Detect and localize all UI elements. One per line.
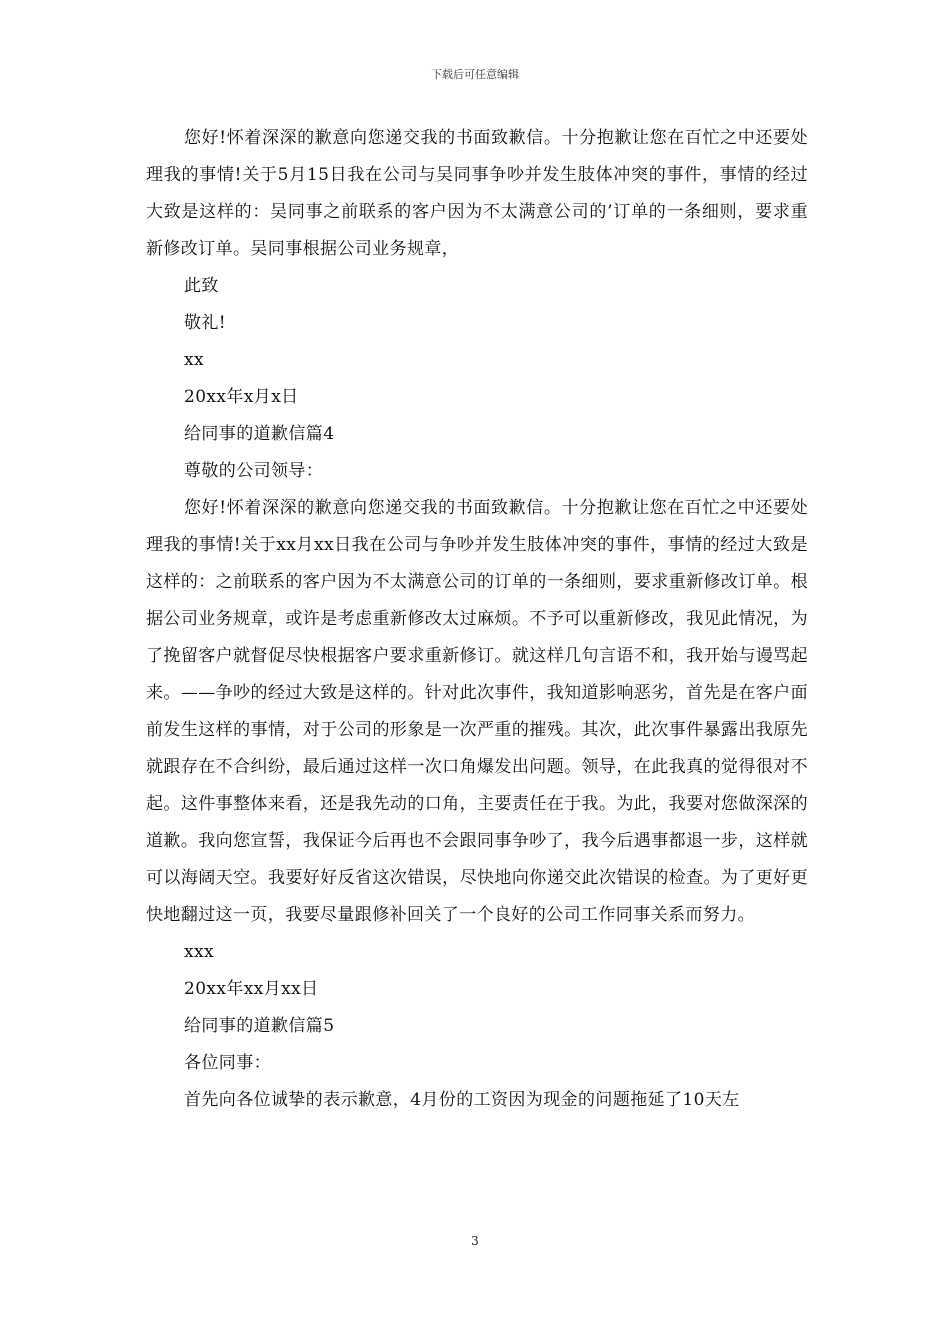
closing-line-1: 此致 [184,276,219,296]
paragraph-apology-5: 首先向各位诚挚的表示歉意，4月份的工资因为现金的问题拖延了10天左 [184,1090,740,1110]
page-header: 下载后可任意编辑 [431,68,519,81]
section-title-5: 给同事的道歉信篇5 [184,1016,335,1036]
page-number: 3 [471,1234,479,1248]
salutation-5: 各位同事： [184,1053,271,1073]
date-1: 20xx年x月x日 [184,387,299,407]
closing-line-2: 敬礼! [184,313,227,333]
document-body [146,120,808,1119]
paragraph-apology-4: 您好!怀着深深的歉意向您递交我的书面致歉信。十分抱歉让您在百忙之中还要处理我的事情!关于xx月xx日我在公司与争吵并发生肢体冲突的事件，事情的经过大致是这样的：之前联系的客户因为不太满意公司的订单的一条细则，要求重新修改订单。根据公司业务规章，或许是考虑重新修改太过麻烦。不予可以重新修改，我见此情况，为了挽留客户就督促尽快根据客户要求重新修订。就这样几句言语不和，我开始与谩骂起来。——争吵的经过大致是这样的。针对此次事件，我知道影响恶劣，首先是在客户面前发生这样的事情，对于公司的形象是一次严重的摧残。其次，此次事件暴露出我原先就跟存在不合纠纷，最后通过这样一次口角爆发出问题。领导，在此我真的觉得很对不起。这件事整体来看，还是我先动的口角，主要责任在于我。为此，我要对您做深深的道歉。我向您宣誓，我保证今后再也不会跟同事争吵了，我今后遇事都退一步，这样就可以海阔天空。我要好好反省这次错误，尽快地向你递交此次错误的检查。为了更好更快地翻过这一页，我要尽量跟修补回关了一个良好的公司工作同事关系而努力。 [146,498,808,925]
salutation-4: 尊敬的公司领导： [184,461,324,481]
signature-1: xx [184,350,204,370]
date-2: 20xx年xx月xx日 [184,979,319,999]
paragraph-apology-1: 您好!怀着深深的歉意向您递交我的书面致歉信。十分抱歉让您在百忙之中还要处理我的事情!关于5月15日我在公司与吴同事争吵并发生肢体冲突的事件，事情的经过大致是这样的：吴同事之前联系的客户因为不太满意公司的’订单的一条细则，要求重新修改订单。吴同事根据公司业务规章， [146,128,808,259]
signature-2: xxx [184,942,214,962]
section-title-4: 给同事的道歉信篇4 [184,424,335,444]
